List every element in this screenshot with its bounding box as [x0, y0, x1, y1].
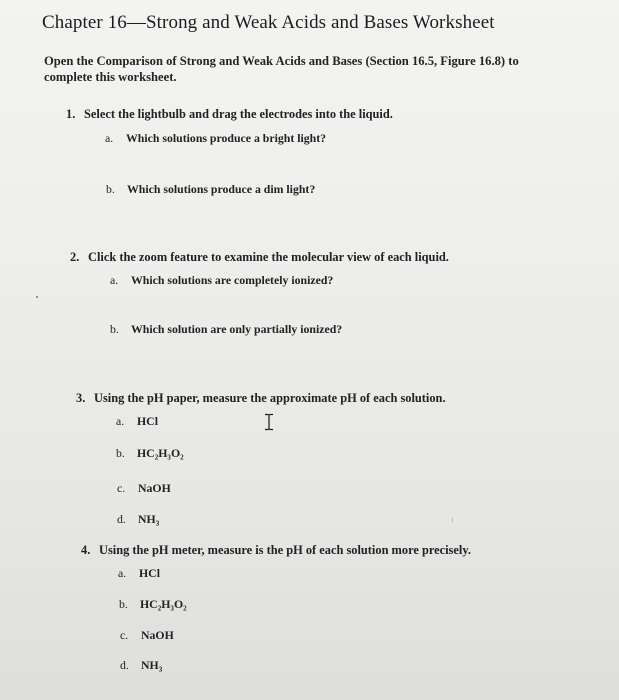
sub-letter: b.: [119, 597, 128, 611]
sub-letter: a.: [116, 414, 125, 428]
question-4-d: [120, 658, 162, 673]
question-1: [66, 107, 393, 122]
sub-text: Which solutions are completely ionized?: [131, 273, 334, 287]
sub-letter: c.: [120, 628, 129, 642]
question-4-a: [118, 566, 160, 581]
question-3-b: [116, 446, 184, 461]
sub-text: NaOH: [138, 481, 171, 495]
question-text: Click the zoom feature to examine the molecular view of each liquid.: [88, 250, 449, 264]
text-cursor-icon: [262, 413, 276, 431]
sub-letter: a.: [110, 273, 119, 287]
question-3-d: [117, 512, 159, 527]
sub-letter: b.: [106, 182, 115, 196]
question-4: [81, 543, 471, 558]
question-4-c: [120, 628, 174, 643]
question-4-b: [119, 597, 187, 612]
page-title: Chapter 16—Strong and Weak Acids and Bases Worksheet: [42, 12, 495, 33]
question-number: 3.: [76, 391, 86, 405]
question-2-b: [110, 322, 342, 337]
sub-letter: b.: [116, 446, 125, 460]
question-text: Using the pH meter, measure is the pH of each solution more precisely.: [99, 543, 471, 557]
stray-mark: [36, 296, 38, 298]
question-number: 4.: [81, 543, 91, 557]
stray-mark: [452, 518, 453, 522]
question-3: [76, 391, 446, 406]
question-2: [70, 250, 449, 265]
question-3-a: [116, 414, 158, 429]
sub-letter: c.: [117, 481, 126, 495]
sub-letter: d.: [117, 512, 126, 526]
sub-text: Which solutions produce a dim light?: [127, 182, 316, 196]
question-1-a: [105, 131, 326, 146]
sub-text: NaOH: [141, 628, 174, 642]
sub-letter: b.: [110, 322, 119, 336]
question-3-c: [117, 481, 171, 496]
question-1-b: [106, 182, 315, 197]
sub-text: Which solution are only partially ionized?: [131, 322, 343, 336]
question-2-a: [110, 273, 333, 288]
sub-text: HC₂H₃O₂: [140, 597, 187, 611]
sub-text: NH₃: [141, 658, 163, 672]
question-number: 1.: [66, 107, 76, 121]
sub-text: HCl: [139, 566, 160, 580]
sub-text: NH₃: [138, 512, 160, 526]
question-number: 2.: [70, 250, 80, 264]
sub-letter: a.: [105, 131, 114, 145]
intro-paragraph: Open the Comparison of Strong and Weak Acids and Bases (Section 16.5, Figure 16.8) to complete this worksheet.: [44, 54, 519, 84]
sub-text: HCl: [137, 414, 158, 428]
question-text: Using the pH paper, measure the approximate pH of each solution.: [94, 391, 446, 405]
question-text: Select the lightbulb and drag the electrodes into the liquid.: [84, 107, 393, 121]
sub-text: HC₂H₃O₂: [137, 446, 184, 460]
sub-letter: d.: [120, 658, 129, 672]
sub-letter: a.: [118, 566, 127, 580]
sub-text: Which solutions produce a bright light?: [126, 131, 327, 145]
